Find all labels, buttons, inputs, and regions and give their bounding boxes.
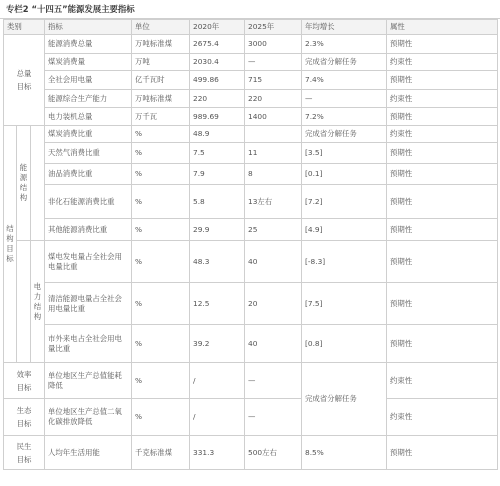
blank-cell (17, 241, 31, 363)
category-total: 总量目标 (4, 35, 45, 126)
attribute-cell: 预期性 (387, 143, 498, 164)
attribute-cell: 约束性 (387, 363, 498, 399)
table-row (4, 219, 498, 241)
attribute-cell: 约束性 (387, 54, 498, 71)
table-row (4, 325, 498, 363)
table-row (4, 126, 498, 143)
subcategory-energy-structure: 能源结构 (17, 126, 31, 241)
value-2020-cell: 7.9 (190, 164, 245, 185)
header-row (4, 20, 498, 35)
growth-cell: [3.5] (302, 143, 387, 164)
unit-cell: % (132, 164, 190, 185)
growth-cell: 7.2% (302, 108, 387, 126)
attribute-cell: 预期性 (387, 325, 498, 363)
value-2025-cell: — (245, 54, 302, 71)
category-structure: 结构目标 (4, 126, 17, 363)
value-2025-cell (245, 126, 302, 143)
value-2025-cell: 11 (245, 143, 302, 164)
value-2020-cell: 499.86 (190, 71, 245, 90)
value-2020-cell: 7.5 (190, 143, 245, 164)
growth-cell: 完成省分解任务 (302, 126, 387, 143)
unit-cell: % (132, 325, 190, 363)
attribute-cell: 预期性 (387, 436, 498, 470)
unit-cell: % (132, 399, 190, 436)
indicator-cell: 煤炭消费比重 (45, 126, 132, 143)
unit-cell: % (132, 219, 190, 241)
unit-cell: % (132, 143, 190, 164)
category-livelihood: 民生目标 (4, 436, 45, 470)
growth-cell: 完成省分解任务 (302, 54, 387, 71)
table-caption: 专栏2 “十四五”能源发展主要指标 (0, 0, 500, 19)
value-2025-cell: 13左右 (245, 185, 302, 219)
attribute-cell: 约束性 (387, 399, 498, 436)
attribute-cell: 预期性 (387, 241, 498, 283)
indicator-cell: 其他能源消费比重 (45, 219, 132, 241)
growth-cell: [4.9] (302, 219, 387, 241)
attribute-cell: 约束性 (387, 90, 498, 108)
unit-cell: % (132, 241, 190, 283)
indicator-cell: 煤电发电量占全社会用电量比重 (45, 241, 132, 283)
header-2020: 2020年 (190, 20, 245, 35)
table-row (4, 164, 498, 185)
growth-cell: 8.5% (302, 436, 387, 470)
indicator-cell: 天然气消费比重 (45, 143, 132, 164)
header-unit: 单位 (132, 20, 190, 35)
indicator-table (3, 19, 498, 470)
value-2020-cell: 2675.4 (190, 35, 245, 54)
value-2025-cell: 40 (245, 241, 302, 283)
table-row (4, 241, 498, 283)
value-2025-cell: 20 (245, 283, 302, 325)
indicator-cell: 电力装机总量 (45, 108, 132, 126)
header-growth: 年均增长 (302, 20, 387, 35)
unit-cell: % (132, 185, 190, 219)
indicator-cell: 油品消费比重 (45, 164, 132, 185)
category-ecology: 生态目标 (4, 399, 45, 436)
table-row (4, 185, 498, 219)
blank-cell (31, 126, 45, 241)
table-row (4, 143, 498, 164)
growth-cell: 7.4% (302, 71, 387, 90)
value-2020-cell: 5.8 (190, 185, 245, 219)
category-efficiency: 效率目标 (4, 363, 45, 399)
value-2020-cell: 220 (190, 90, 245, 108)
unit-cell: 亿千瓦时 (132, 71, 190, 90)
value-2025-cell: 220 (245, 90, 302, 108)
value-2025-cell: 1400 (245, 108, 302, 126)
growth-cell: [0.8] (302, 325, 387, 363)
value-2020-cell: 331.3 (190, 436, 245, 470)
growth-cell: 完成省分解任务 (302, 363, 387, 436)
value-2020-cell: 29.9 (190, 219, 245, 241)
header-attribute: 属性 (387, 20, 498, 35)
unit-cell: 万千瓦 (132, 108, 190, 126)
indicator-cell: 非化石能源消费比重 (45, 185, 132, 219)
value-2025-cell: 40 (245, 325, 302, 363)
attribute-cell: 预期性 (387, 71, 498, 90)
attribute-cell: 预期性 (387, 283, 498, 325)
attribute-cell: 预期性 (387, 185, 498, 219)
unit-cell: 万吨标准煤 (132, 35, 190, 54)
table-row (4, 363, 498, 399)
value-2020-cell: 12.5 (190, 283, 245, 325)
indicator-cell: 清洁能源电量占全社会用电量比重 (45, 283, 132, 325)
value-2025-cell: 8 (245, 164, 302, 185)
unit-cell: % (132, 363, 190, 399)
value-2020-cell: 39.2 (190, 325, 245, 363)
growth-cell: [0.1] (302, 164, 387, 185)
header-indicator: 指标 (45, 20, 132, 35)
growth-cell: — (302, 90, 387, 108)
table-row (4, 54, 498, 71)
value-2025-cell: — (245, 399, 302, 436)
growth-cell: [7.2] (302, 185, 387, 219)
table-row (4, 399, 498, 436)
indicator-cell: 煤炭消费量 (45, 54, 132, 71)
header-category: 类别 (4, 20, 45, 35)
value-2025-cell: 3000 (245, 35, 302, 54)
indicator-cell: 全社会用电量 (45, 71, 132, 90)
indicator-cell: 能源消费总量 (45, 35, 132, 54)
table-row (4, 108, 498, 126)
indicator-cell: 人均年生活用能 (45, 436, 132, 470)
value-2025-cell: — (245, 363, 302, 399)
attribute-cell: 预期性 (387, 219, 498, 241)
unit-cell: % (132, 126, 190, 143)
table-row (4, 436, 498, 470)
value-2020-cell: 48.3 (190, 241, 245, 283)
unit-cell: 万吨标准煤 (132, 90, 190, 108)
growth-cell: [7.5] (302, 283, 387, 325)
unit-cell: 千克标准煤 (132, 436, 190, 470)
indicator-cell: 能源综合生产能力 (45, 90, 132, 108)
value-2020-cell: 48.9 (190, 126, 245, 143)
attribute-cell: 预期性 (387, 108, 498, 126)
value-2020-cell: 2030.4 (190, 54, 245, 71)
value-2025-cell: 500左右 (245, 436, 302, 470)
value-2025-cell: 25 (245, 219, 302, 241)
indicator-cell: 市外来电占全社会用电量比重 (45, 325, 132, 363)
attribute-cell: 预期性 (387, 35, 498, 54)
value-2025-cell: 715 (245, 71, 302, 90)
table-row (4, 90, 498, 108)
unit-cell: 万吨 (132, 54, 190, 71)
value-2020-cell: / (190, 399, 245, 436)
unit-cell: % (132, 283, 190, 325)
table-row (4, 283, 498, 325)
value-2020-cell: 989.69 (190, 108, 245, 126)
attribute-cell: 约束性 (387, 126, 498, 143)
header-2025: 2025年 (245, 20, 302, 35)
growth-cell: 2.3% (302, 35, 387, 54)
table-row (4, 71, 498, 90)
attribute-cell: 预期性 (387, 164, 498, 185)
growth-cell: [-8.3] (302, 241, 387, 283)
indicator-cell: 单位地区生产总值能耗降低 (45, 363, 132, 399)
indicator-cell: 单位地区生产总值二氧化碳排放降低 (45, 399, 132, 436)
subcategory-power-structure: 电力结构 (31, 241, 45, 363)
table-row (4, 35, 498, 54)
value-2020-cell: / (190, 363, 245, 399)
